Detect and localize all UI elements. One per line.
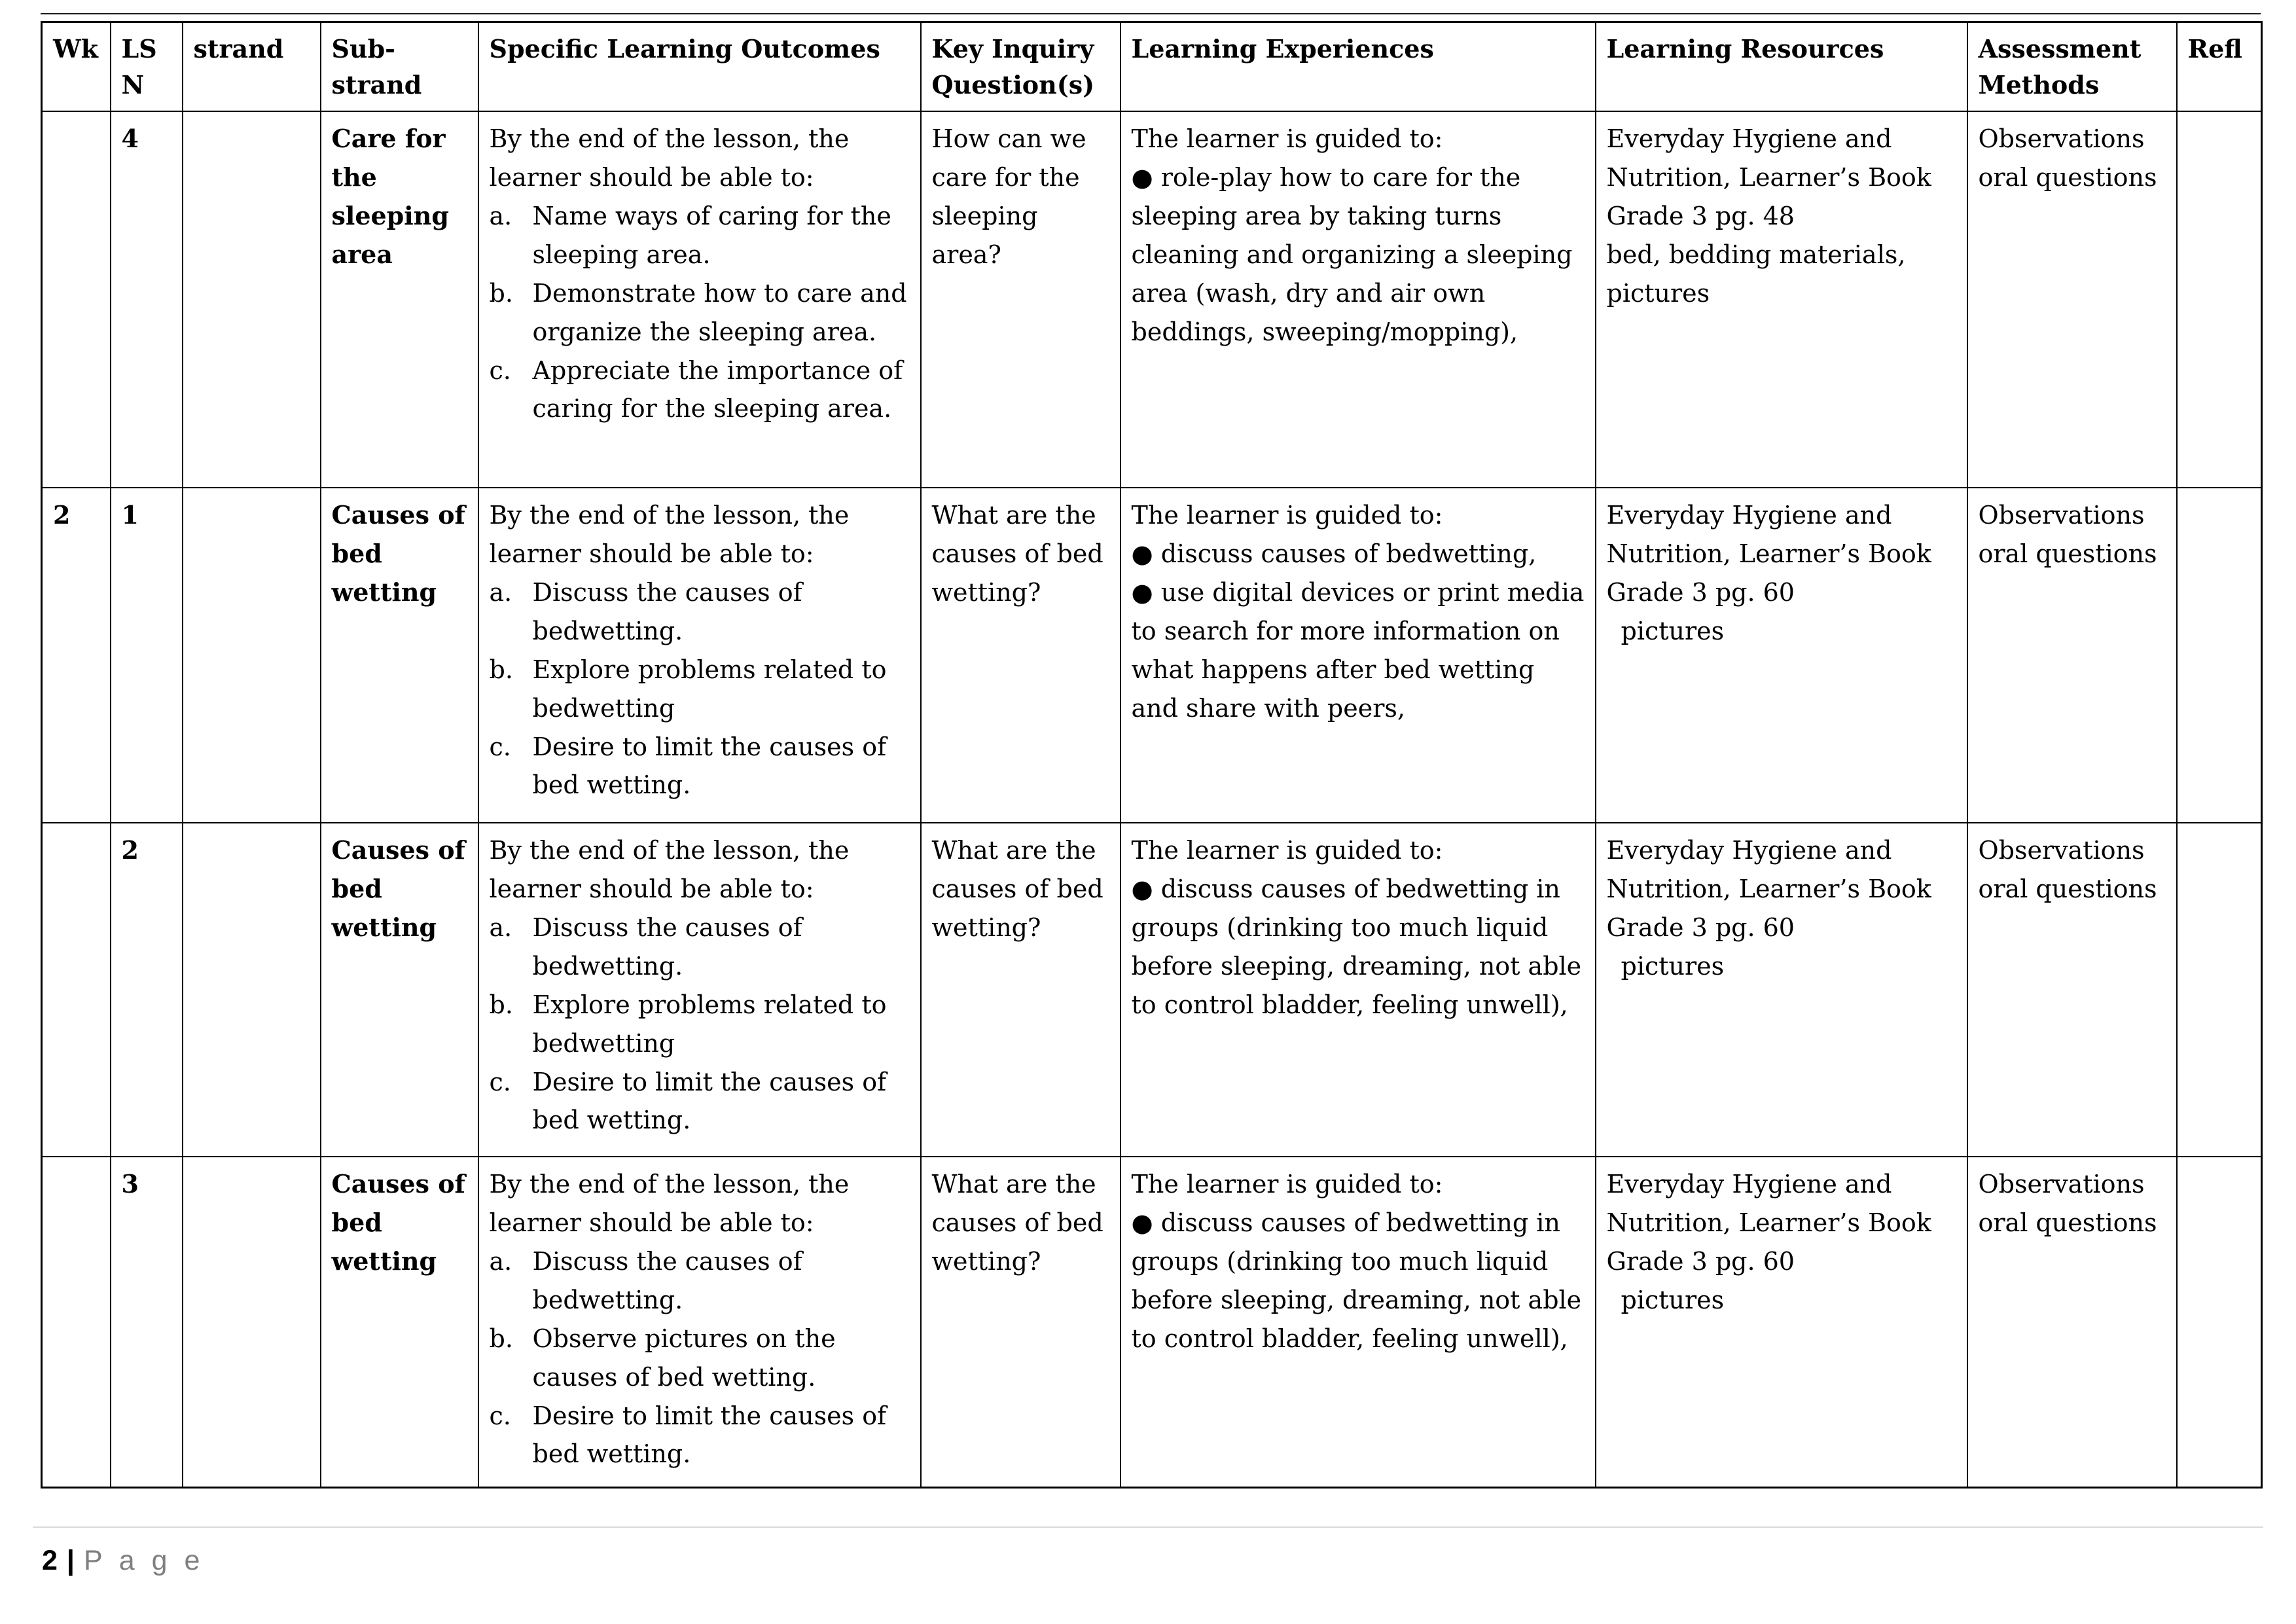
- outcome-text: Observe pictures on the causes of bed wetting.: [532, 1324, 836, 1392]
- resource-line: pictures: [1621, 951, 1725, 981]
- outcome-item: [490, 573, 910, 651]
- resource-line: Everyday Hygiene and Nutrition, Learner’s Book Grade 3 pg. 60: [1606, 501, 1931, 607]
- cell-specific-learning-outcomes: [478, 111, 921, 488]
- outcome-text: Desire to limit the causes of bed wetting.: [532, 1401, 887, 1469]
- assessment-line: Observations: [1978, 836, 2145, 865]
- page-label: P a g e: [83, 1545, 205, 1576]
- outcome-item: [490, 274, 910, 352]
- outcome-marker: a.: [489, 201, 512, 230]
- table-row: [42, 1157, 2262, 1487]
- experience-bullet: ● discuss causes of bedwetting in groups (drinking too much liquid before sleeping, dreaming, not able to control bladder, feeling unwell),: [1131, 875, 1582, 1019]
- cell-strand: [183, 1157, 321, 1487]
- cell-learning-experiences: [1121, 488, 1596, 823]
- page-number: 2: [42, 1545, 58, 1576]
- cell-learning-experiences: [1121, 1157, 1596, 1487]
- outcome-item: [490, 728, 910, 805]
- outcome-text: Desire to limit the causes of bed wetting.: [532, 1067, 887, 1135]
- cell-assessment-methods: [1967, 488, 2177, 823]
- cell-learning-resources: [1596, 111, 1967, 488]
- table-row: [42, 488, 2262, 823]
- col-header-key-inquiry-questions: Key Inquiry Question(s): [921, 22, 1121, 112]
- outcome-item: [490, 1242, 910, 1320]
- experiences-intro: The learner is guided to:: [1131, 836, 1443, 865]
- experience-bullet: ● discuss causes of bedwetting,: [1131, 539, 1537, 569]
- col-header-learning-resources: Learning Resources: [1596, 22, 1967, 112]
- resource-line: pictures: [1621, 616, 1725, 645]
- cell-lsn: 1: [111, 488, 183, 823]
- experiences-intro: The learner is guided to:: [1131, 124, 1443, 154]
- cell-learning-resources: [1596, 823, 1967, 1157]
- col-header-strand: strand: [183, 22, 321, 112]
- outcome-item: [490, 1063, 910, 1140]
- cell-wk: 2: [42, 488, 111, 823]
- experience-bullet: ● discuss causes of bedwetting in groups (drinking too much liquid before sleeping, dreaming, not able to control bladder, feeling unwell),: [1131, 1208, 1582, 1353]
- cell-key-inquiry: What are the causes of bed wetting?: [921, 823, 1121, 1157]
- cell-specific-learning-outcomes: [478, 823, 921, 1157]
- outcome-marker: b.: [489, 278, 513, 308]
- outcome-text: Name ways of caring for the sleeping area.: [532, 201, 891, 269]
- cell-learning-resources: [1596, 1157, 1967, 1487]
- experiences-intro: The learner is guided to:: [1131, 501, 1443, 530]
- cell-learning-experiences: [1121, 111, 1596, 488]
- page-footer: [42, 1545, 204, 1577]
- resource-line: bed, bedding materials, pictures: [1606, 240, 1906, 308]
- cell-strand: [183, 823, 321, 1157]
- cell-lsn: 4: [111, 111, 183, 488]
- cell-learning-experiences: [1121, 823, 1596, 1157]
- assessment-line: Observations: [1978, 124, 2145, 154]
- cell-refl: [2177, 488, 2262, 823]
- cell-wk: [42, 1157, 111, 1487]
- scheme-of-work-table: [41, 21, 2263, 1489]
- outcome-text: Explore problems related to bedwetting: [532, 655, 887, 723]
- cell-learning-resources: [1596, 488, 1967, 823]
- cell-specific-learning-outcomes: [478, 1157, 921, 1487]
- col-header-wk: Wk: [42, 22, 111, 112]
- cell-sub-strand: Care for the sleeping area: [321, 111, 478, 488]
- cell-key-inquiry: What are the causes of bed wetting?: [921, 488, 1121, 823]
- assessment-line: oral questions: [1978, 875, 2157, 904]
- table-top-border-line: [41, 13, 2261, 14]
- cell-sub-strand: Causes of bed wetting: [321, 1157, 478, 1487]
- outcome-text: Appreciate the importance of caring for the sleeping area.: [532, 355, 903, 424]
- outcome-marker: b.: [489, 655, 513, 684]
- outcome-item: [490, 352, 910, 429]
- cell-assessment-methods: [1967, 111, 2177, 488]
- resource-line: pictures: [1621, 1285, 1725, 1314]
- cell-key-inquiry: What are the causes of bed wetting?: [921, 1157, 1121, 1487]
- col-header-refl: Refl: [2177, 22, 2262, 112]
- experience-bullet: ● role-play how to care for the sleeping area by taking turns cleaning and organizing a sleeping area (wash, dry and air own beddings, sweeping/mopping),: [1131, 163, 1573, 346]
- assessment-line: oral questions: [1978, 1208, 2157, 1238]
- cell-refl: [2177, 1157, 2262, 1487]
- cell-strand: [183, 488, 321, 823]
- cell-strand: [183, 111, 321, 488]
- col-header-sub-strand: Sub-strand: [321, 22, 478, 112]
- outcomes-intro: By the end of the lesson, the learner should be able to:: [489, 1170, 850, 1238]
- outcomes-intro: By the end of the lesson, the learner should be able to:: [489, 124, 850, 192]
- cell-wk: [42, 111, 111, 488]
- resource-line: Everyday Hygiene and Nutrition, Learner’s Book Grade 3 pg. 60: [1606, 1170, 1931, 1276]
- outcome-marker: b.: [489, 990, 513, 1019]
- outcome-text: Discuss the causes of bedwetting.: [532, 1246, 802, 1314]
- assessment-line: oral questions: [1978, 163, 2157, 192]
- outcomes-intro: By the end of the lesson, the learner should be able to:: [489, 501, 850, 569]
- cell-refl: [2177, 111, 2262, 488]
- outcome-text: Demonstrate how to care and organize the sleeping area.: [532, 278, 907, 346]
- outcome-marker: c.: [489, 1401, 511, 1430]
- outcome-item: [490, 1320, 910, 1397]
- footer-divider-line: [33, 1526, 2263, 1528]
- document-page: [41, 13, 2261, 1489]
- experience-bullet: ● use digital devices or print media to search for more information on what happens after bed wetting and share with peers,: [1131, 577, 1585, 723]
- cell-assessment-methods: [1967, 823, 2177, 1157]
- outcome-marker: c.: [489, 1067, 511, 1096]
- outcome-marker: b.: [489, 1324, 513, 1353]
- table-row: [42, 823, 2262, 1157]
- outcome-marker: a.: [489, 1246, 512, 1276]
- outcomes-intro: By the end of the lesson, the learner should be able to:: [489, 836, 850, 904]
- outcome-item: [490, 1397, 910, 1474]
- outcome-marker: a.: [489, 577, 512, 607]
- page-number-separator: |: [66, 1545, 75, 1576]
- outcome-marker: c.: [489, 732, 511, 761]
- col-header-specific-learning-outcomes: Specific Learning Outcomes: [478, 22, 921, 112]
- col-header-assessment-methods: Assessment Methods: [1967, 22, 2177, 112]
- cell-lsn: 3: [111, 1157, 183, 1487]
- cell-sub-strand: Causes of bed wetting: [321, 488, 478, 823]
- cell-specific-learning-outcomes: [478, 488, 921, 823]
- outcome-text: Desire to limit the causes of bed wetting.: [532, 732, 887, 800]
- resource-line: Everyday Hygiene and Nutrition, Learner’s Book Grade 3 pg. 60: [1606, 836, 1931, 942]
- assessment-line: oral questions: [1978, 539, 2157, 569]
- cell-assessment-methods: [1967, 1157, 2177, 1487]
- col-header-lsn: LS N: [111, 22, 183, 112]
- outcome-marker: a.: [489, 912, 512, 942]
- cell-wk: [42, 823, 111, 1157]
- outcome-text: Discuss the causes of bedwetting.: [532, 912, 802, 981]
- outcome-item: [490, 909, 910, 986]
- experiences-intro: The learner is guided to:: [1131, 1170, 1443, 1199]
- outcome-text: Discuss the causes of bedwetting.: [532, 577, 802, 645]
- cell-refl: [2177, 823, 2262, 1157]
- header-row: [42, 22, 2262, 112]
- outcome-text: Explore problems related to bedwetting: [532, 990, 887, 1058]
- col-header-learning-experiences: Learning Experiences: [1121, 22, 1596, 112]
- outcome-item: [490, 651, 910, 728]
- table-row: [42, 111, 2262, 488]
- outcome-item: [490, 986, 910, 1063]
- assessment-line: Observations: [1978, 1170, 2145, 1199]
- cell-key-inquiry: How can we care for the sleeping area?: [921, 111, 1121, 488]
- assessment-line: Observations: [1978, 501, 2145, 530]
- cell-sub-strand: Causes of bed wetting: [321, 823, 478, 1157]
- outcome-item: [490, 197, 910, 274]
- outcome-marker: c.: [489, 355, 511, 385]
- cell-lsn: 2: [111, 823, 183, 1157]
- resource-line: Everyday Hygiene and Nutrition, Learner’s Book Grade 3 pg. 48: [1606, 124, 1931, 230]
